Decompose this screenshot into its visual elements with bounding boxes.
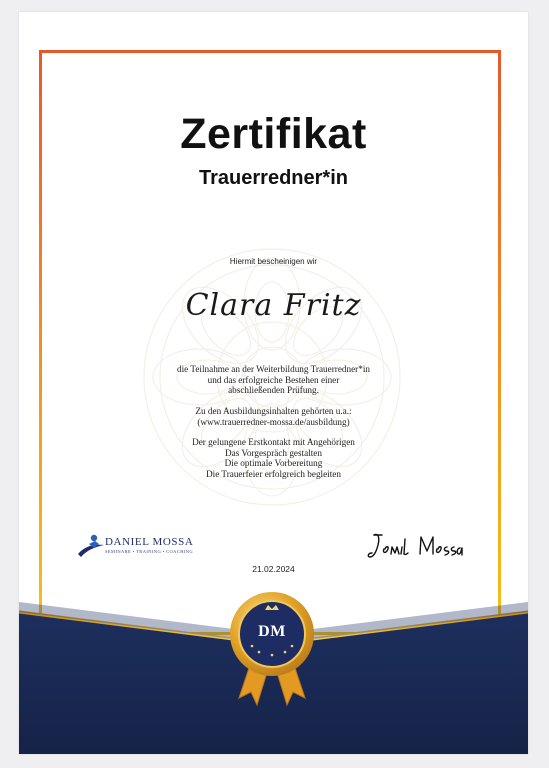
seal-initials: DM xyxy=(258,623,286,640)
list-item: Der gelungene Erstkontakt mit Angehörigen xyxy=(192,437,355,447)
participation-paragraph xyxy=(19,364,528,396)
certificate-title: Zertifikat xyxy=(180,110,367,158)
signature-image xyxy=(364,527,464,567)
list-item: Die optimale Vorbereitung xyxy=(224,458,323,469)
logo-tagline: SEMINARE • TRAINING • COACHING xyxy=(105,549,194,554)
intro-text: Hiermit bescheinigen wir xyxy=(229,257,318,266)
content-intro-paragraph xyxy=(19,406,528,427)
list-item: Die Trauerfeier erfolgreich begleiten xyxy=(206,468,341,479)
dm-seal xyxy=(217,586,329,708)
seal-badge-icon xyxy=(217,586,329,708)
certificate-date: 21.02.2024 xyxy=(252,564,295,574)
certificate-sheet xyxy=(19,12,528,754)
certificate-subtitle: Trauerredner*in xyxy=(199,167,348,189)
paragraph-line: abschließenden Prüfung. xyxy=(228,385,319,396)
logo-name: DANIEL MOSSA xyxy=(105,536,194,548)
paragraph-line: Zu den Ausbildungsinhalten gehörten u.a.: xyxy=(195,406,352,416)
paragraph-line: und das erfolgreiche Bestehen einer xyxy=(207,374,340,385)
logo-mark-icon xyxy=(77,532,105,558)
daniel-mossa-logo xyxy=(77,532,207,558)
paragraph-line: die Teilnahme an der Weiterbildung Trauerredner*in xyxy=(177,364,370,374)
recipient-name: Clara Fritz xyxy=(185,288,362,323)
content-list xyxy=(19,437,528,479)
list-item: Das Vorgespräch gestalten xyxy=(225,447,322,458)
website-link[interactable]: (www.trauerredner-mossa.de/ausbildung) xyxy=(197,416,350,427)
